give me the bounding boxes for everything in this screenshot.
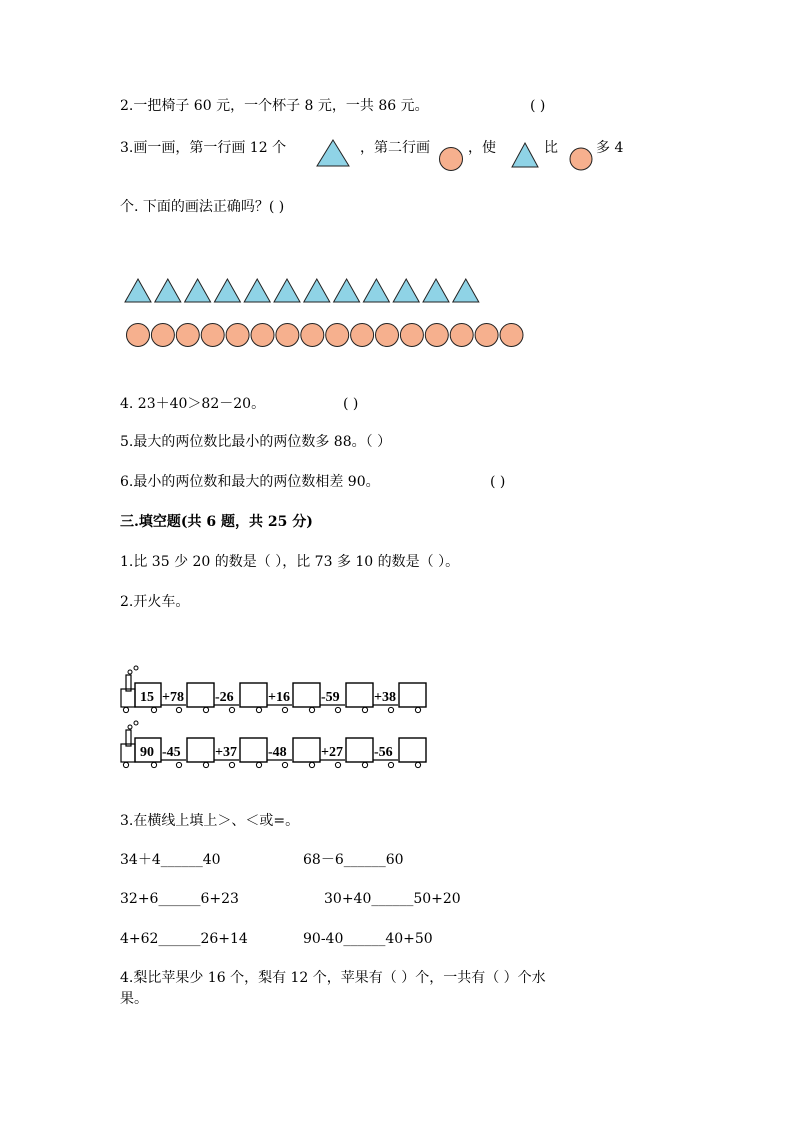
compare-1a[interactable]: 34＋4______40 <box>120 852 221 868</box>
triangle-row <box>125 278 505 304</box>
train-operation: -45 <box>162 745 181 760</box>
row-triangle <box>155 279 181 302</box>
compare-2a[interactable]: 32+6______6+23 <box>120 891 239 907</box>
row-triangle <box>393 279 419 302</box>
question-6-answer-paren[interactable]: ( ) <box>490 474 506 490</box>
train-wheel <box>415 762 420 767</box>
question-2-answer-paren[interactable]: ( ) <box>530 98 546 114</box>
question-5-text: 5.最大的两位数比最小的两位数多 88。（ ） <box>120 434 392 450</box>
train-operation: -26 <box>215 690 234 705</box>
question-2-text: 2.一把椅子 60 元，一个杯子 8 元，一共 86 元。 <box>120 98 429 114</box>
fill-4-line2: 果。 <box>120 991 148 1007</box>
row-triangle <box>185 279 211 302</box>
fill-3-title: 3.在横线上填上＞、＜或=。 <box>120 813 300 829</box>
train-answer-box[interactable] <box>399 683 426 707</box>
train-answer-box[interactable] <box>187 738 214 762</box>
train-wheel <box>151 762 156 767</box>
train-2 <box>118 720 438 768</box>
train-wheel <box>309 707 314 712</box>
train-operation: +37 <box>215 745 237 760</box>
train-answer-box[interactable] <box>187 683 214 707</box>
train-wheel <box>256 707 261 712</box>
train-operation: +38 <box>374 690 396 705</box>
train-wheel <box>229 762 234 767</box>
train-answer-box[interactable] <box>240 738 267 762</box>
compare-3b[interactable]: 90-40______40+50 <box>303 931 433 947</box>
train-wheel <box>362 707 367 712</box>
question-3-part2: ，第二行画 <box>360 140 430 156</box>
circle-icon <box>438 146 464 172</box>
row-circle <box>251 324 274 347</box>
train-2-start: 90 <box>140 745 154 760</box>
train-answer-box[interactable] <box>240 683 267 707</box>
row-triangle <box>125 279 151 302</box>
row-circle <box>151 324 174 347</box>
train-1 <box>118 665 438 713</box>
question-3-line2: 个. 下面的画法正确吗？( ) <box>120 199 285 215</box>
train-wheel <box>256 762 261 767</box>
train-operation: -59 <box>321 690 340 705</box>
circle-icon <box>568 146 594 172</box>
train-wheel <box>282 762 287 767</box>
question-4-text: 4. 23＋40＞82－20。 <box>120 396 266 412</box>
train-wheel <box>176 762 181 767</box>
train-wheel <box>123 707 128 712</box>
train-wheel <box>415 707 420 712</box>
question-3-part1: 3.画一画，第一行画 12 个 <box>120 140 287 156</box>
row-circle <box>400 324 423 347</box>
train-operation: +78 <box>162 690 184 705</box>
train-wheel <box>176 707 181 712</box>
train-wheel <box>388 707 393 712</box>
fill-4-line1: 4.梨比苹果少 16 个，梨有 12 个，苹果有（ ）个，一共有（ ）个水 <box>120 970 546 986</box>
fill-1-text: 1.比 35 少 20 的数是（ ），比 73 多 10 的数是（ ）。 <box>120 554 460 570</box>
train-operation: -56 <box>374 745 393 760</box>
train-wheel <box>335 707 340 712</box>
train-answer-box[interactable] <box>346 683 373 707</box>
row-circle <box>201 324 224 347</box>
train-wheel <box>203 762 208 767</box>
question-3-part5: 多 4 <box>596 140 624 156</box>
compare-2b[interactable]: 30+40______50+20 <box>324 891 461 907</box>
train-answer-box[interactable] <box>399 738 426 762</box>
compare-3a[interactable]: 4+62______26+14 <box>120 931 248 947</box>
row-triangle <box>244 279 270 302</box>
train-wheel <box>151 707 156 712</box>
train-wheel <box>362 762 367 767</box>
train-wheel <box>229 707 234 712</box>
row-circle <box>301 324 324 347</box>
train-wheel <box>123 762 128 767</box>
row-circle <box>450 324 473 347</box>
train-answer-box[interactable] <box>293 683 320 707</box>
row-circle <box>475 324 498 347</box>
triangle-icon <box>510 141 540 169</box>
train-wheel <box>203 707 208 712</box>
row-circle <box>326 324 349 347</box>
row-triangle <box>453 279 479 302</box>
row-circle <box>226 324 249 347</box>
train-operation: -48 <box>268 745 287 760</box>
row-circle <box>276 324 299 347</box>
train-1-start: 15 <box>140 690 154 705</box>
train-operation: +16 <box>268 690 290 705</box>
row-triangle <box>304 279 330 302</box>
row-triangle <box>274 279 300 302</box>
fill-2-title: 2.开火车。 <box>120 594 190 610</box>
row-triangle <box>334 279 360 302</box>
train-wheel <box>282 707 287 712</box>
question-4-answer-paren[interactable]: ( ) <box>343 396 359 412</box>
train-wheel <box>388 762 393 767</box>
train-answer-box[interactable] <box>293 738 320 762</box>
train-wheel <box>309 762 314 767</box>
question-3-part3: ，使 <box>468 140 496 156</box>
question-3-part4: 比 <box>544 140 558 156</box>
row-circle <box>376 324 399 347</box>
row-circle <box>500 324 523 347</box>
row-triangle <box>214 279 240 302</box>
section-3-title: 三.填空题(共 6 题，共 25 分) <box>120 514 313 530</box>
question-6-text: 6.最小的两位数和最大的两位数相差 90。 <box>120 474 380 490</box>
triangle-icon <box>315 138 351 168</box>
row-circle <box>425 324 448 347</box>
train-wheel <box>335 762 340 767</box>
compare-1b[interactable]: 68－6______60 <box>303 852 404 868</box>
row-circle <box>127 324 150 347</box>
train-operation: +27 <box>321 745 343 760</box>
row-circle <box>351 324 374 347</box>
row-circle <box>176 324 199 347</box>
circle-row <box>126 322 546 348</box>
row-triangle <box>363 279 389 302</box>
row-triangle <box>423 279 449 302</box>
train-answer-box[interactable] <box>346 738 373 762</box>
